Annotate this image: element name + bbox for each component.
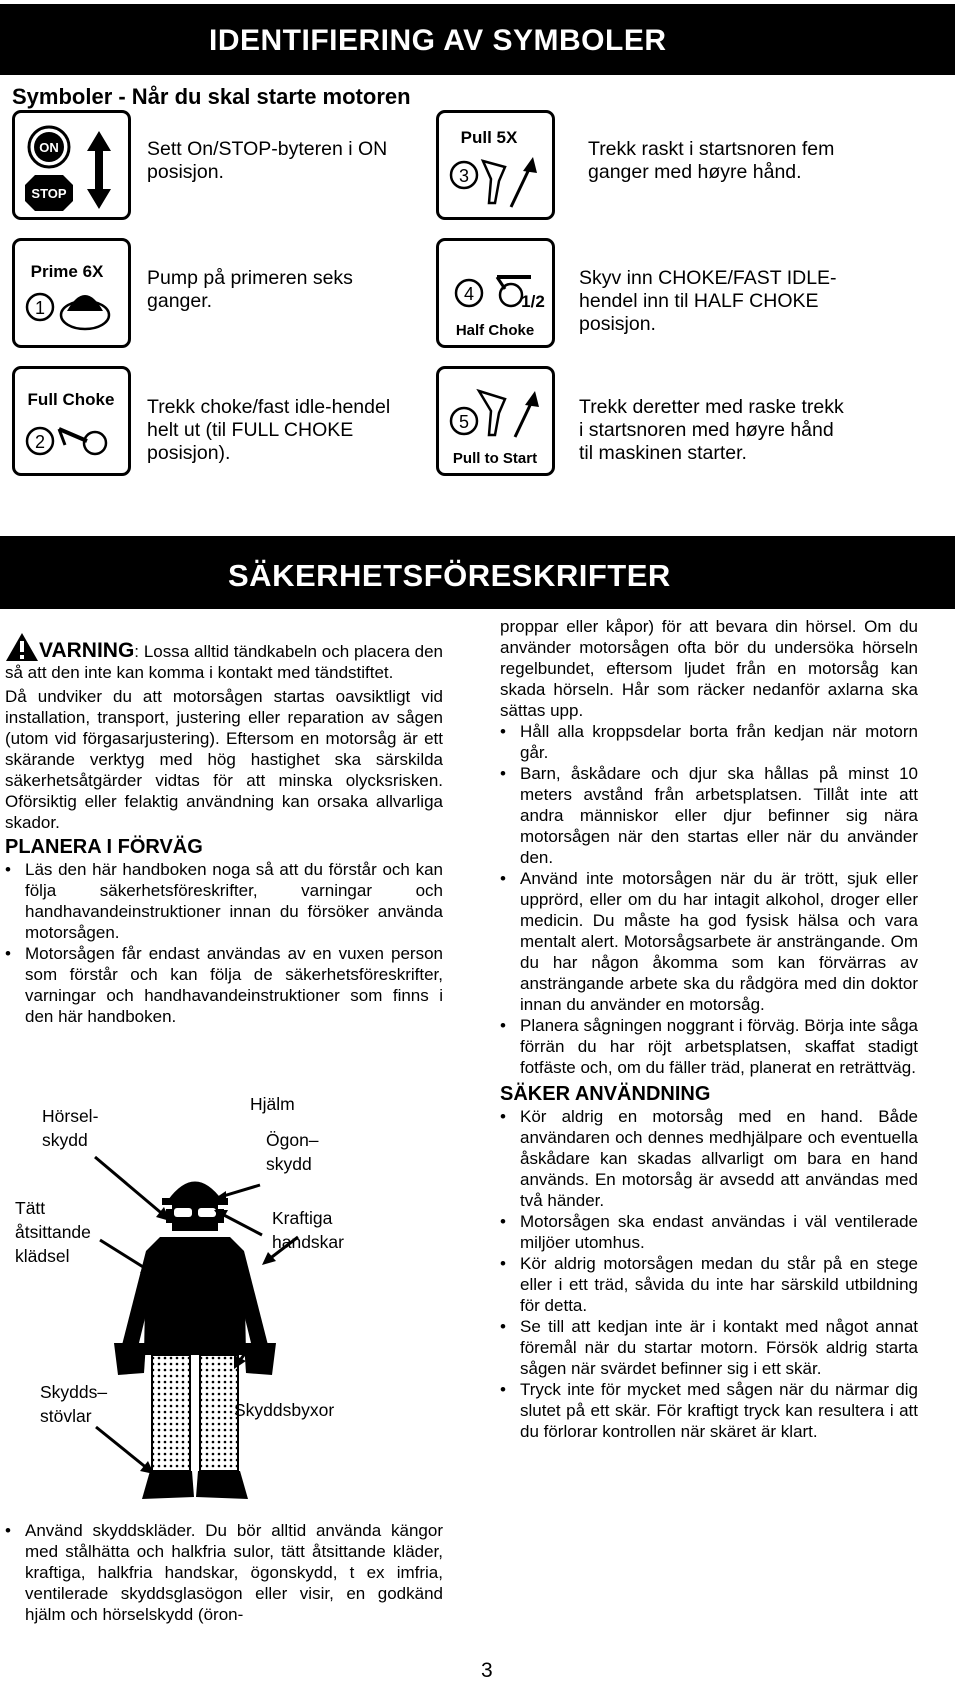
right-column	[500, 616, 918, 1442]
list-item: • Kör aldrig motorsågen medan du står på en stege eller i ett träd, såvida du inte har särskild utbildning för detta.	[500, 1253, 918, 1316]
svg-text:ON: ON	[39, 140, 59, 155]
list-item: • Motorsågen ska endast användas i väl ventilerade miljöer utomhus.	[500, 1211, 918, 1253]
intro-paragraph: Då undviker du att motorsågen startas oavsiktligt vid installation, transport, justering eller reparation av sågen (utom vid förgasarjustering). Eftersom en motorsåg är ett skärande verktyg med hög hastighet ska särskilda säkerhetsåtgärder vidtas för att minska olycksrisken. Oförsiktig eller felaktig användning kan orsaka allvarliga skador.	[5, 687, 443, 832]
symbol-text-prime: Pump på primeren seks ganger.	[147, 267, 353, 312]
svg-text:Half Choke: Half Choke	[455, 322, 535, 339]
svg-text:Full Choke: Full Choke	[27, 390, 115, 409]
svg-text:1: 1	[34, 298, 46, 318]
symbol-text-half-choke: Skyv inn CHOKE/FAST IDLE- hendel inn til HALF CHOKE posisjon.	[579, 267, 837, 335]
pull-5x-icon	[436, 110, 555, 220]
list-item: • Läs den här handboken noga så att du förstår och kan följa säkerhetsföreskrifter, varningar och handhavandeinstruktioner innan du försöker använda motorsågen.	[5, 859, 443, 943]
list-item: • Planera sågningen noggrant i förväg. Börja inte såga förrän du har röjt arbetsplatsen, skaffat stadigt fotfäste och, om du fäller träd, planerat en reträttväg.	[500, 1015, 918, 1078]
svg-text:1/2: 1/2	[521, 292, 545, 311]
label-handskar: Kraftiga handskar	[272, 1208, 344, 1252]
warning-text: : Lossa alltid tändkabeln och placera den så att den inte kan komma i kontakt med tändstiftet.	[5, 642, 443, 682]
gear-paragraph	[5, 1520, 443, 1625]
list-item: • Använd inte motorsågen när du är trött, sjuk eller upprörd, eller om du har intagit alkohol, droger eller medicin. Du måste ha god fysisk hälsa och vara mentalt alert. Motorsågsarbete är ansträngande. Om du har någon åkomma som kan förvärras av ansträngande arbete ska du rådgöra med din doktor innan du använder en motorsåg.	[500, 868, 918, 1015]
use-heading: SÄKER ANVÄNDNING	[500, 1083, 711, 1105]
label-stovlar: Skydds– stövlar	[40, 1382, 108, 1426]
label-klader: Tätt åtsittande klädsel	[15, 1198, 91, 1266]
list-item: • Håll alla kroppsdelar borta från kedjan när motorn går.	[500, 721, 918, 763]
warning-label: VARNING	[39, 639, 135, 662]
left-column	[5, 632, 443, 1027]
list-item: • Barn, åskådare och djur ska hållas på minst 10 meters avstånd från arbetsplatsen. Tillåt inte att andra människor eller djur befinner sig nära motorsågen när den startas eller när du använder den.	[500, 763, 918, 868]
full-choke-icon	[12, 366, 131, 476]
list-item: • Motorsågen får endast användas av en vuxen person som förstår och kan följa de säkerhetsföreskrifter, varningar och handhavandeinstruktioner som finns i den här handboken.	[5, 943, 443, 1027]
symbol-text-pull-5x: Trekk raskt i startsnoren fem ganger med høyre hånd.	[588, 138, 835, 183]
header-bar	[0, 4, 955, 75]
list-item: • Tryck inte för mycket med sågen när du närmar dig slutet på ett skär. För kraftigt tryck kan resultera i att du förlorar kontrollen när skäret är klart.	[500, 1379, 918, 1442]
list-item: • Använd skyddskläder. Du bör alltid använda kängor med stålhätta och halkfria sulor, tätt åtsittande kläder, kraftiga, halkfria handskar, ögonskydd, t ex imfria, ventilerade skyddsglasögon eller visir, en godkänd hjälm och hörselskydd (öron-	[5, 1520, 443, 1625]
on-stop-switch-icon	[12, 110, 131, 220]
safety-title: SÄKERHETSFÖRESKRIFTER	[228, 558, 671, 593]
list-item: • Se till att kedjan inte är i kontakt med något annat föremål när du startar motorn. Försök aldrig starta sågen när svärdet befinner sig i ett skär.	[500, 1316, 918, 1379]
half-choke-icon	[436, 238, 555, 348]
prime-6x-icon	[12, 238, 131, 348]
svg-text:4: 4	[463, 284, 475, 304]
warning-paragraph	[5, 632, 443, 683]
symbol-text-on-stop: Sett On/STOP-byteren i ON posisjon.	[147, 138, 388, 183]
label-byxor: Skyddsbyxor	[234, 1400, 335, 1420]
plan-heading: PLANERA I FÖRVÄG	[5, 836, 203, 858]
section-subtitle: Symboler - Når du skal starte motoren	[12, 84, 411, 109]
warning-triangle-icon	[5, 632, 39, 662]
svg-text:STOP: STOP	[31, 186, 67, 201]
svg-text:Prime 6X: Prime 6X	[30, 262, 104, 281]
safety-title-bar	[0, 536, 955, 609]
page-title: IDENTIFIERING AV SYMBOLER	[209, 24, 667, 57]
label-hjalm: Hjälm	[250, 1094, 295, 1114]
symbol-text-full-choke: Trekk choke/fast idle-hendel helt ut (til FULL CHOKE posisjon).	[147, 396, 391, 464]
svg-text:Pull 5X: Pull 5X	[460, 128, 518, 147]
label-ogonskydd: Ögon– skydd	[266, 1130, 319, 1174]
svg-text:2: 2	[34, 432, 46, 452]
symbol-text-pull-to-start: Trekk deretter med raske trekk i startsnoren med høyre hånd til maskinen starter.	[579, 396, 844, 464]
label-horselskydd: Hörsel- skydd	[42, 1106, 99, 1150]
list-item: • Kör aldrig en motorsåg med en hand. Både användaren och dennes medhjälpare och eventuella åskådare kan skadas allvarligt om bara en hand används. En motorsåg är avsedd att användas med två händer.	[500, 1106, 918, 1211]
page-number: 3	[481, 1659, 493, 1682]
svg-text:Pull to Start: Pull to Start	[452, 450, 538, 467]
continuation-paragraph: proppar eller kåpor) för att bevara din hörsel. Om du använder motorsågen ofta bör du undersöka hörseln regelbundet, eftersom ljudet från en motorsåg kan skada hörseln. Hår som räcker nedanför axlarna ska sättas upp.	[500, 617, 918, 720]
svg-text:5: 5	[458, 412, 470, 432]
pull-to-start-icon	[436, 366, 555, 476]
svg-text:3: 3	[458, 166, 470, 186]
